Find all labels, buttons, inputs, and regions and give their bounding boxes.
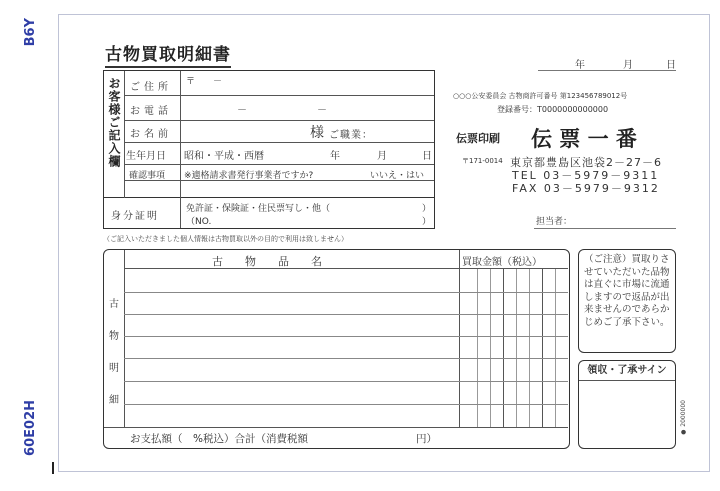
item-name-header: 古 物 品 名	[212, 255, 322, 268]
occupation-label: ご職業：	[329, 130, 373, 141]
caution-box: （ご注意）買取りさせていただいた品物は直ぐに市場に流通しますので返品が出来ませんのであらかじめご了承下さい。	[578, 249, 676, 353]
side-label-1: 古	[109, 299, 119, 310]
total-payment-label: お支払額（ %税込）合計（消費税額	[130, 433, 308, 445]
name-suffix: 様	[310, 125, 324, 141]
license-number: ○○○公安委員会 古物商許可番号 第123456789012号	[453, 92, 628, 100]
signature-label: 領収・了承サイン	[579, 361, 675, 381]
birth-month: 月	[377, 151, 387, 162]
date-month: 月	[623, 60, 633, 71]
date-year: 年	[575, 60, 585, 71]
form-code: ● 2000000	[680, 400, 687, 436]
birth-year: 年	[330, 151, 340, 162]
id-proof-types-close: ）	[422, 204, 432, 214]
customer-section	[103, 70, 435, 198]
phone-label: お電話	[130, 106, 172, 117]
id-proof-number: （NO.	[186, 217, 212, 227]
invoice-issuer-question: ※適格請求書発行事業者ですか?	[184, 171, 314, 181]
era-options: 昭和・平成・西暦	[184, 151, 264, 162]
crop-mark	[52, 462, 54, 474]
privacy-note: （ご記入いただきました個人情報は古物買取以外の目的で利用は致しません）	[103, 235, 348, 243]
company-address: 東京都豊島区池袋2－27－6	[510, 156, 662, 169]
items-table	[103, 249, 570, 449]
id-proof-number-close: ）	[422, 217, 432, 227]
postal-mark: 〒 －	[186, 77, 223, 87]
brand-prefix: 伝票印刷	[456, 132, 500, 145]
id-proof-section	[103, 198, 435, 229]
side-label-4: 細	[109, 395, 119, 406]
id-proof-types: 免許証・保険証・住民票写し・他（	[186, 204, 331, 214]
staff-label: 担当者：	[536, 217, 573, 227]
amount-header: 買取金額（税込）	[462, 257, 542, 268]
form-title: 古物買取明細書	[105, 40, 231, 68]
birthdate-label: 生年月日	[126, 151, 166, 162]
invoice-issuer-options: いいえ・はい	[370, 171, 425, 181]
date-day: 日	[666, 60, 676, 71]
customer-section-label: お客様ご記入欄	[107, 77, 121, 168]
date-underline	[538, 70, 676, 71]
side-label-3: 明	[109, 363, 119, 374]
receipt-signature-box[interactable]	[578, 360, 676, 449]
company-tel: TEL 03－5979－9311	[512, 169, 660, 182]
phone-dashes: － －	[237, 105, 327, 116]
staff-underline	[534, 228, 676, 229]
total-payment-yen: 円）	[416, 433, 437, 445]
form-serial-code: 60E02H	[23, 400, 38, 456]
address-label: ご住所	[130, 82, 172, 93]
side-label-2: 物	[109, 331, 119, 342]
id-proof-label: 身分証明	[111, 211, 159, 222]
brand-name: 伝 票 一 番	[531, 126, 637, 151]
form-type-code: B6Y	[23, 18, 38, 47]
confirm-label: 確認事項	[129, 171, 166, 181]
company-fax: FAX 03－5979－9312	[512, 182, 660, 195]
registration-number: 登録番号：T0000000000000	[497, 105, 609, 114]
company-postal: 〒171-0014	[462, 157, 503, 165]
name-label: お名前	[130, 129, 172, 140]
birth-day: 日	[422, 151, 432, 162]
